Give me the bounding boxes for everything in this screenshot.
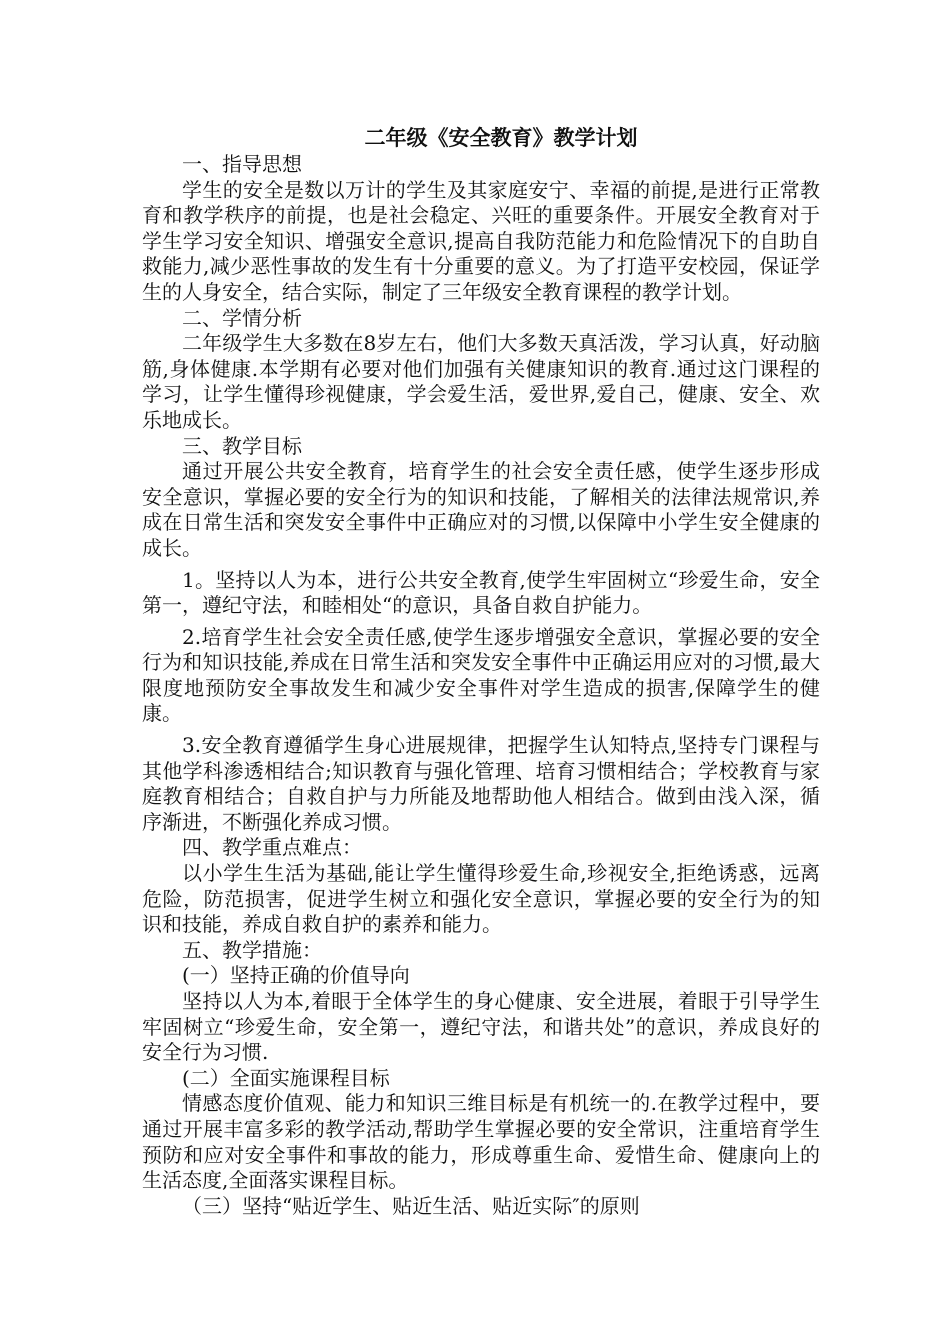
section-heading-key-points: 四、教学重点难点： bbox=[182, 835, 362, 860]
document-body bbox=[142, 124, 820, 1219]
paragraph-teaching-goals: 通过开展公共安全教育，培育学生的社会安全责任感，使学生逐步形成安全意识，掌握必要的安全行为的知识和技能，了解相关的法律法规常识,养成在日常生活和突发安全事件中正确应对的习惯,以保障中小学生安全健康的成长。 bbox=[142, 459, 820, 560]
subheading-course-goals: (二）全面实施课程目标 bbox=[182, 1065, 390, 1090]
paragraph-guiding-thought: 学生的安全是数以万计的学生及其家庭安宁、幸福的前提,是进行正常教育和教学秩序的前提，也是社会稳定、兴旺的重要条件。开展安全教育对于学生学习安全知识、增强安全意识,提高自我防范能力和危险情况下的自助自救能力,减少恶性事故的发生有十分重要的意义。为了打造平安校园，保证学生的人身安全，结合实际，制定了三年级安全教育课程的教学计划。 bbox=[142, 177, 820, 304]
section-heading-teaching-measures: 五、教学措施： bbox=[182, 937, 322, 962]
section-heading-student-analysis: 二、学情分析 bbox=[182, 305, 302, 330]
section-heading-guiding-thought: 一、指导思想 bbox=[182, 152, 302, 176]
list-item-goal-3: 3.安全教育遵循学生身心进展规律，把握学生认知特点,坚持专门课程与其他学科渗透相结合;知识教育与强化管理、培育习惯相结合；学校教育与家庭教育相结合；自救自护与力所能及地帮助他人相结合。做到由浅入深，循序渐进，不断强化养成习惯。 bbox=[142, 733, 820, 834]
subheading-close-to-students: （三）坚持“贴近学生、贴近生活、贴近实际″的原则 bbox=[182, 1193, 640, 1218]
paragraph-course-goals: 情感态度价值观、能力和知识三维目标是有机统一的.在教学过程中，要通过开展丰富多彩的教学活动,帮助学生掌握必要的安全常识，注重培育学生预防和应对安全事件和事故的能力，形成尊重生命、爱惜生命、健康向上的生活态度,全面落实课程目标。 bbox=[142, 1091, 820, 1193]
paragraph-key-points: 以小学生生活为基础,能让学生懂得珍爱生命,珍视安全,拒绝诱惑，远离危险，防范损害，促进学生树立和强化安全意识，掌握必要的安全行为的知识和技能，养成自救自护的素养和能力。 bbox=[142, 861, 820, 937]
list-item-goal-1: 1。坚持以人为本，进行公共安全教育,使学生牢固树立“珍爱生命，安全第一，遵纪守法，和睦相处“的意识，具备自救自护能力。 bbox=[142, 567, 820, 618]
list-item-goal-2: 2.培育学生社会安全责任感,使学生逐步增强安全意识，掌握必要的安全行为和知识技能,养成在日常生活和突发安全事件中正确运用应对的习惯,最大限度地预防安全事故发生和减少安全事件对学生造成的损害,保障学生的健康。 bbox=[142, 624, 820, 726]
paragraph-student-analysis: 二年级学生大多数在8岁左右，他们大多数天真活泼，学习认真，好动脑筋,身体健康.本学期有必要对他们加强有关健康知识的教育.通过这门课程的学习，让学生懂得珍视健康，学会爱生活，爱世界,爱自己，健康、安全、欢乐地成长。 bbox=[142, 331, 820, 432]
section-heading-teaching-goals: 三、教学目标 bbox=[182, 433, 302, 458]
subheading-value-orientation: (一）坚持正确的价值导向 bbox=[182, 963, 410, 988]
paragraph-value-orientation: 坚持以人为本,着眼于全体学生的身心健康、安全进展，着眼于引导学生牢固树立“珍爱生命，安全第一，遵纪守法，和谐共处”的意识，养成良好的安全行为习惯. bbox=[142, 989, 820, 1065]
document-title: 二年级《安全教育》教学计划 bbox=[364, 125, 638, 150]
